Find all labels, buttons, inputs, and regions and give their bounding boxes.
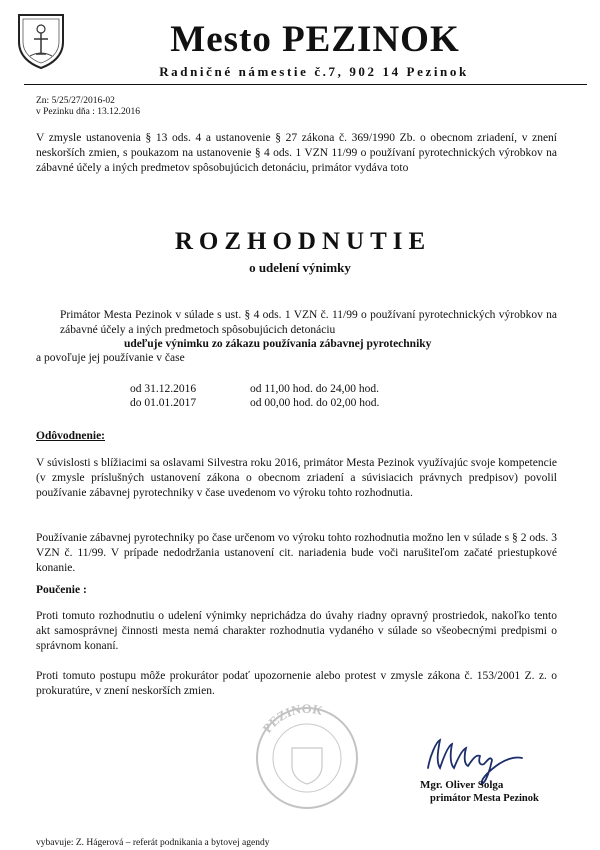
- instruction-paragraph-2: Proti tomuto postupu môže prokurátor podať upozornenie alebo protest v zmysle zákona č. 153/2001 Z. z. o prokuratúre, v znení neskorších zmien.: [36, 670, 557, 697]
- svg-text:PEZINOK: [259, 701, 325, 736]
- period-row: [130, 382, 379, 396]
- handwritten-signature: [410, 726, 560, 786]
- stamp-text: PEZINOK: [259, 700, 325, 736]
- file-number: Zn: 5/25/27/2016-02: [36, 96, 115, 106]
- period-date: do 01.01.2017: [130, 397, 197, 409]
- reasoning-paragraph-1: V súvislosti s blížiacimi sa oslavami Silvestra roku 2016, primátor Mesta Pezinok využívajúc svoje kompetencie (v zmysle príslušných ustanovení zákona o obecnom zriadení a súvisiacich právnych predpisov) povolil používanie zábavnej pyrotechniky v čase uvedenom vo výroku tohto rozhodnutia.: [36, 457, 557, 499]
- decision-body: Primátor Mesta Pezinok v súlade s ust. § 4 ods. 1 VZN č. 11/99 o používaní pyrotechnických výrobkov na zábavné účely a iných predmetoch spôsobujúcich detonáciu: [60, 309, 557, 336]
- intro-paragraph: V zmysle ustanovenia § 13 ods. 4 a ustanovenie § 27 zákona č. 369/1990 Zb. o obecnom zriadení, v znení neskorších zmien, s poukazom na ustanovenie § 4 ods. 1 VZN 11/99 o používaní pyrotechnických výrobkov na zábavné účely a iných predmetov spôsobujúcich detonáciu, primátor vydáva toto: [36, 132, 557, 174]
- header-divider: [24, 84, 587, 85]
- periods-table: [130, 382, 379, 410]
- decision-grant: udeľuje výnimku zo zákazu používania zábavnej pyrotechniky: [124, 338, 432, 350]
- footer-handled-by: vybavuje: Z. Hágerová – referát podnikania a bytovej agendy: [36, 838, 270, 848]
- place-date: v Pezinku dňa : 13.12.2016: [36, 107, 140, 117]
- period-row: [130, 396, 379, 410]
- period-time: od 00,00 hod. do 02,00 hod.: [250, 397, 380, 409]
- reasoning-paragraph-2: Používanie zábavnej pyrotechniky po čase určenom vo výroku tohto rozhodnutia možno len v súlade s § 2 ods. 3 VZN č. 11/99. V prípade nedodržania ustanovení cit. nariadenia bude voči narušiteľom začaté priestupkové konanie.: [36, 532, 557, 574]
- signatory-name: Mgr. Oliver Solga: [420, 779, 504, 791]
- official-stamp: [248, 700, 366, 812]
- period-time: od 11,00 hod. do 24,00 hod.: [250, 383, 379, 395]
- instruction-label: Poučenie :: [36, 584, 87, 596]
- decision-subtitle: o udelení výnimky: [249, 260, 351, 275]
- town-title: Mesto PEZINOK: [170, 19, 460, 60]
- decision-allow: a povoľuje jej používanie v čase: [36, 352, 185, 364]
- period-date: od 31.12.2016: [130, 383, 197, 395]
- signatory-role: primátor Mesta Pezinok: [430, 793, 539, 804]
- decision-title: ROZHODNUTIE: [174, 228, 432, 255]
- reasoning-label: Odôvodnenie:: [36, 430, 106, 442]
- town-address: Radničné námestie č.7, 902 14 Pezinok: [159, 64, 469, 79]
- instruction-paragraph-1: Proti tomuto rozhodnutiu o udelení výnimky neprichádza do úvahy riadny opravný prostriedok, nakoľko tento akt samosprávnej činnosti mesta nemá charakter rozhodnutia vydaného v súlade so všeobecnými predpismi o správnom konaní.: [36, 610, 557, 652]
